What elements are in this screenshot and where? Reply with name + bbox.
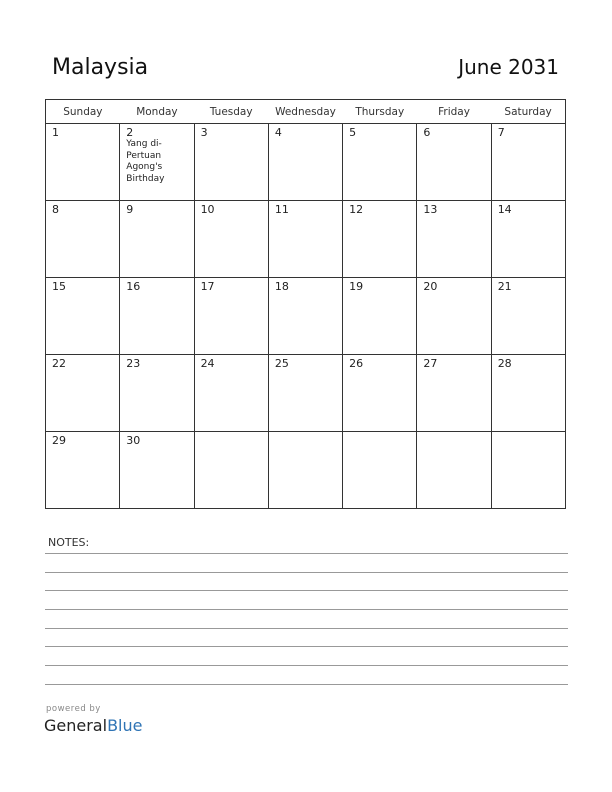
day-cell: [46, 278, 120, 355]
month-year-title: June 2031: [458, 55, 559, 79]
brand-logo: [44, 716, 142, 735]
day-cell: [194, 432, 268, 509]
day-number: 13: [423, 203, 438, 216]
day-cell: [343, 432, 417, 509]
day-number: 21: [497, 280, 512, 293]
day-cell: [46, 201, 120, 278]
day-cell: [343, 278, 417, 355]
day-number: 5: [349, 126, 357, 139]
week-row: [46, 201, 566, 278]
note-line: [45, 628, 568, 629]
day-cell: [268, 124, 342, 201]
week-row: [46, 124, 566, 201]
weekday-header: Thursday: [343, 100, 417, 124]
day-cell: [343, 355, 417, 432]
week-row: [46, 278, 566, 355]
day-number: 20: [423, 280, 438, 293]
day-cell: [194, 201, 268, 278]
day-number: 25: [274, 357, 289, 370]
brand-general: General: [44, 716, 108, 735]
day-number: 26: [349, 357, 364, 370]
day-cell: [417, 201, 491, 278]
note-line: [45, 646, 568, 647]
holiday-label: Yang di-Pertuan Agong's Birthday: [126, 139, 165, 184]
day-number: 4: [274, 126, 282, 139]
day-cell: [343, 201, 417, 278]
day-number: 9: [126, 203, 134, 216]
day-cell: [268, 278, 342, 355]
day-number: 1: [52, 126, 59, 139]
day-number: 18: [274, 280, 289, 293]
day-number: 3: [200, 126, 208, 139]
weekday-header: Wednesday: [268, 100, 342, 124]
notes-label: NOTES:: [48, 536, 90, 549]
day-cell: [194, 355, 268, 432]
weekday-header-row: [46, 100, 566, 124]
day-number: 12: [349, 203, 364, 216]
day-cell: [268, 201, 342, 278]
day-cell: [120, 278, 194, 355]
day-number: 8: [52, 203, 59, 216]
calendar-grid: [45, 99, 566, 509]
day-number: 30: [126, 434, 141, 447]
day-number: 19: [349, 280, 364, 293]
note-line: [45, 590, 568, 591]
day-cell: [343, 124, 417, 201]
day-number: 23: [126, 357, 141, 370]
day-number: 24: [200, 357, 215, 370]
weekday-header: Tuesday: [194, 100, 268, 124]
day-number: 17: [200, 280, 215, 293]
weekday-header: Sunday: [46, 100, 120, 124]
day-cell: [417, 278, 491, 355]
day-cell: [491, 124, 565, 201]
note-line: [45, 684, 568, 685]
day-cell: [268, 355, 342, 432]
day-cell: [120, 201, 194, 278]
day-cell: [417, 432, 491, 509]
day-number: 2: [126, 126, 134, 139]
day-cell: [268, 432, 342, 509]
day-cell: [194, 278, 268, 355]
day-cell: [194, 124, 268, 201]
day-number: 28: [497, 357, 512, 370]
note-line: [45, 572, 568, 573]
day-cell: [491, 278, 565, 355]
day-cell: [46, 355, 120, 432]
day-number: 15: [52, 280, 66, 293]
day-cell: [120, 432, 194, 509]
day-number: 14: [497, 203, 512, 216]
week-row: [46, 355, 566, 432]
note-line: [45, 609, 568, 610]
weekday-header: Friday: [417, 100, 491, 124]
day-cell: [120, 124, 194, 201]
day-cell: [417, 355, 491, 432]
day-number: 16: [126, 280, 141, 293]
day-cell: [120, 355, 194, 432]
day-cell: [491, 432, 565, 509]
brand-blue: Blue: [107, 716, 143, 735]
day-number: 11: [274, 203, 289, 216]
powered-by-label: powered by: [46, 704, 101, 714]
day-number: 27: [423, 357, 438, 370]
day-cell: [46, 432, 120, 509]
note-line: [45, 665, 568, 666]
day-number: 29: [52, 434, 66, 447]
note-line: [45, 553, 568, 554]
day-number: 22: [52, 357, 66, 370]
day-cell: [46, 124, 120, 201]
weekday-header: Saturday: [491, 100, 565, 124]
day-cell: [491, 355, 565, 432]
day-number: 7: [497, 126, 505, 139]
day-cell: [417, 124, 491, 201]
country-title: Malaysia: [52, 55, 149, 80]
day-number: 6: [423, 126, 431, 139]
weekday-header: Monday: [120, 100, 194, 124]
week-row: [46, 432, 566, 509]
day-cell: [491, 201, 565, 278]
day-number: 10: [200, 203, 215, 216]
